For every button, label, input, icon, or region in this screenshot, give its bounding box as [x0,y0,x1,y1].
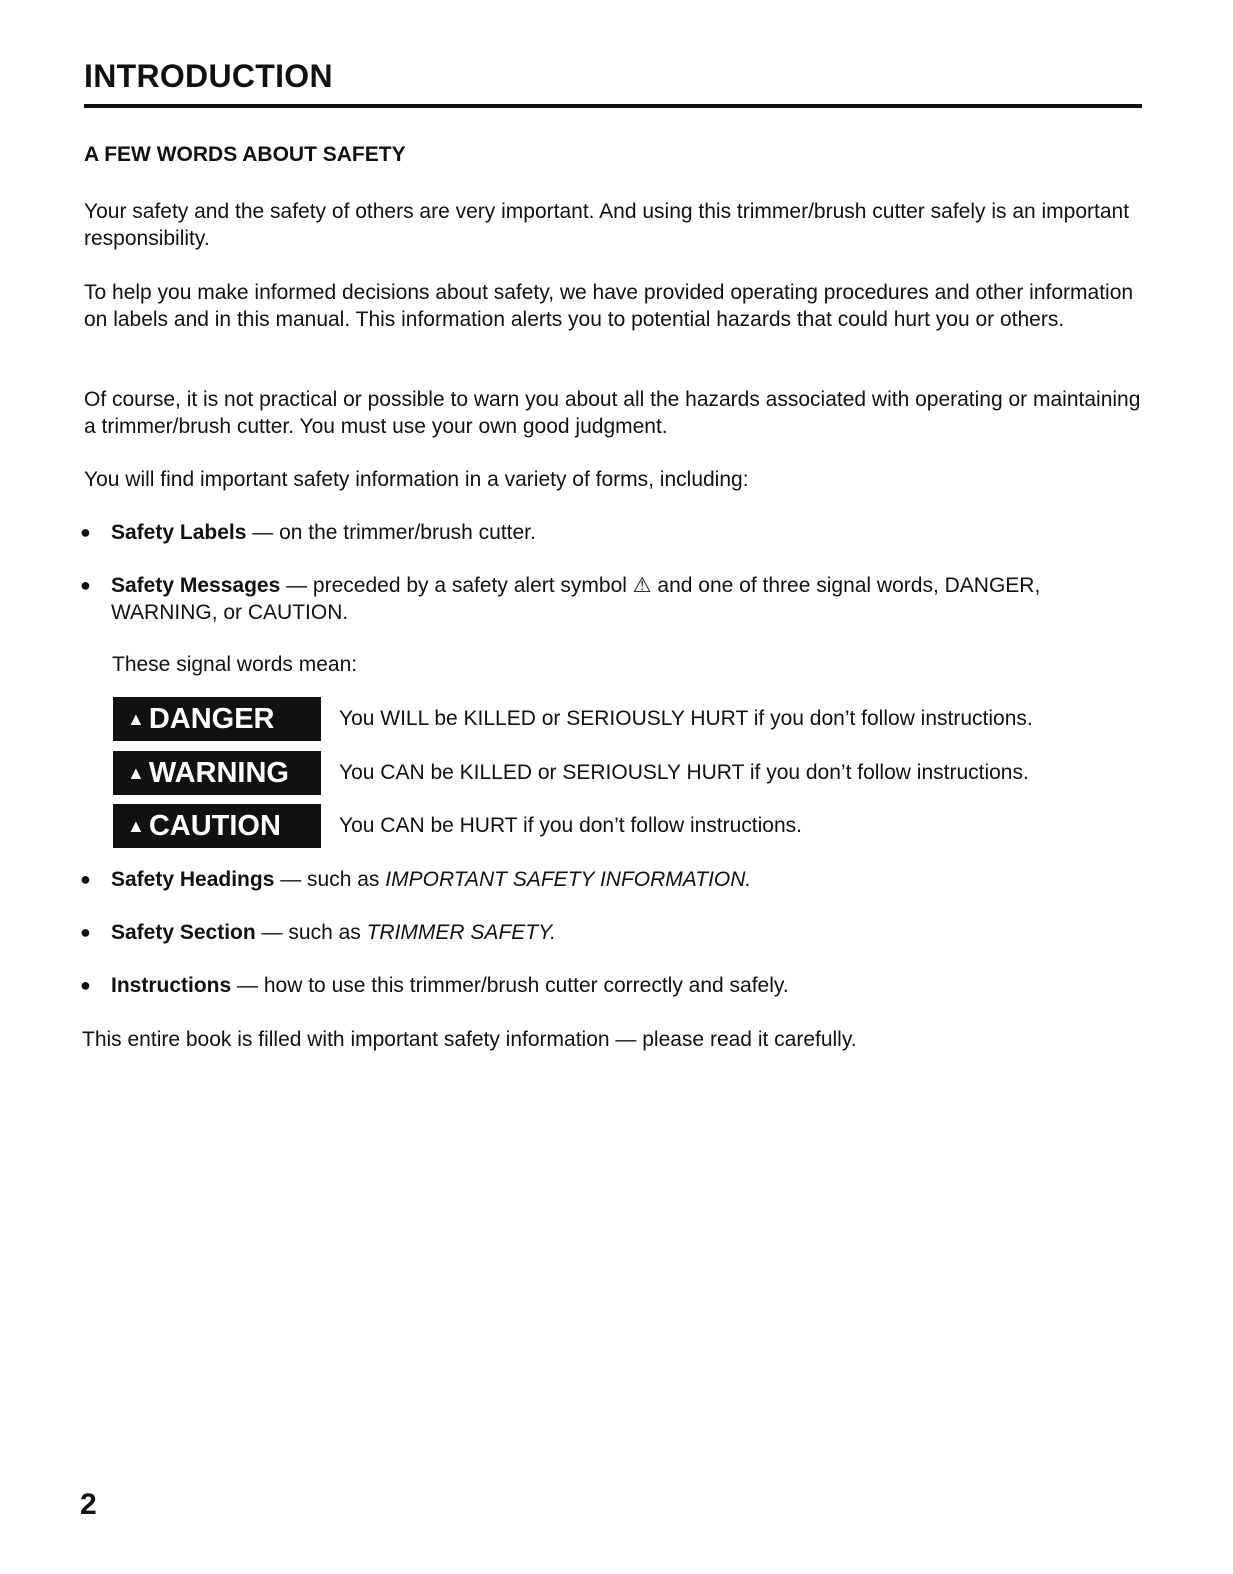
bullet-italic-text: TRIMMER SAFETY. [366,921,557,944]
bullet-content [111,572,1151,626]
bullet-italic-text: IMPORTANT SAFETY INFORMATION. [385,868,752,891]
paragraph-informed-decisions: To help you make informed decisions about safety, we have provided operating procedures and other information on labels and in this manual. This information alerts you to potential hazards that could hurt you or others. [84,281,1134,331]
bullet-text-continued: and one of three signal words, DANGER, WARNING, or CAUTION. [111,574,1041,624]
bullet-text: — preceded by a safety alert symbol [280,574,633,597]
warning-triangle-icon: ▲ [127,763,145,783]
bullet-text: — how to use this trimmer/brush cutter correctly and safely. [231,974,789,997]
warning-triangle-icon: ▲ [127,709,145,729]
bullet-label: Safety Labels [111,521,247,544]
signal-word: CAUTION [148,810,281,842]
paragraph-good-judgment: Of course, it is not practical or possible to warn you about all the hazards associated with operating or maintaining a trimmer/brush cutter. You must use your own good judgment. [84,388,1141,438]
bullet-text: — such as [255,921,367,944]
bullet-content [111,866,1151,893]
warning-signal-box [113,751,321,795]
page-title: INTRODUCTION [84,58,333,94]
closing-paragraph: This entire book is filled with important safety information — please read it carefully. [82,1028,857,1051]
bullet-dot-icon: ● [80,522,91,542]
signal-description: You CAN be KILLED or SERIOUSLY HURT if you don’t follow instructions. [339,761,1029,784]
bullet-content [111,919,1151,946]
warning-triangle-icon: ⚠ [632,574,652,597]
bullet-text: — such as [274,868,386,891]
signal-row-warning [113,751,1143,795]
signal-word: DANGER [148,703,275,735]
signal-row-danger [113,697,1143,741]
paragraph-forms-intro: You will find important safety information in a variety of forms, including: [84,468,749,491]
signal-description: You CAN be HURT if you don’t follow instructions. [339,814,803,837]
bullet-dot-icon: ● [80,869,91,889]
signal-row-caution [113,804,1143,848]
bullet-label: Safety Headings [111,868,275,891]
paragraph-safety-importance: Your safety and the safety of others are very important. And using this trimmer/brush cutter safely is an important responsibility. [84,200,1130,250]
bullet-content [111,519,1151,546]
page-number: 2 [80,1488,97,1521]
warning-triangle-icon: ▲ [127,816,145,836]
bullet-label: Instructions [111,974,232,997]
bullet-label: Safety Section [111,921,256,944]
bullet-text: — on the trimmer/brush cutter. [246,521,536,544]
bullet-dot-icon: ● [80,975,91,995]
signal-word: WARNING [148,757,289,789]
caution-signal-box [113,804,321,848]
signal-words-intro: These signal words mean: [112,653,358,676]
bullet-content [111,972,1151,999]
danger-signal-box [113,697,321,741]
section-heading: A FEW WORDS ABOUT SAFETY [84,143,406,166]
bullet-dot-icon: ● [80,922,91,942]
signal-description: You WILL be KILLED or SERIOUSLY HURT if you don’t follow instructions. [339,707,1033,730]
title-rule [84,104,1142,108]
bullet-label: Safety Messages [111,574,281,597]
bullet-dot-icon: ● [80,575,91,595]
